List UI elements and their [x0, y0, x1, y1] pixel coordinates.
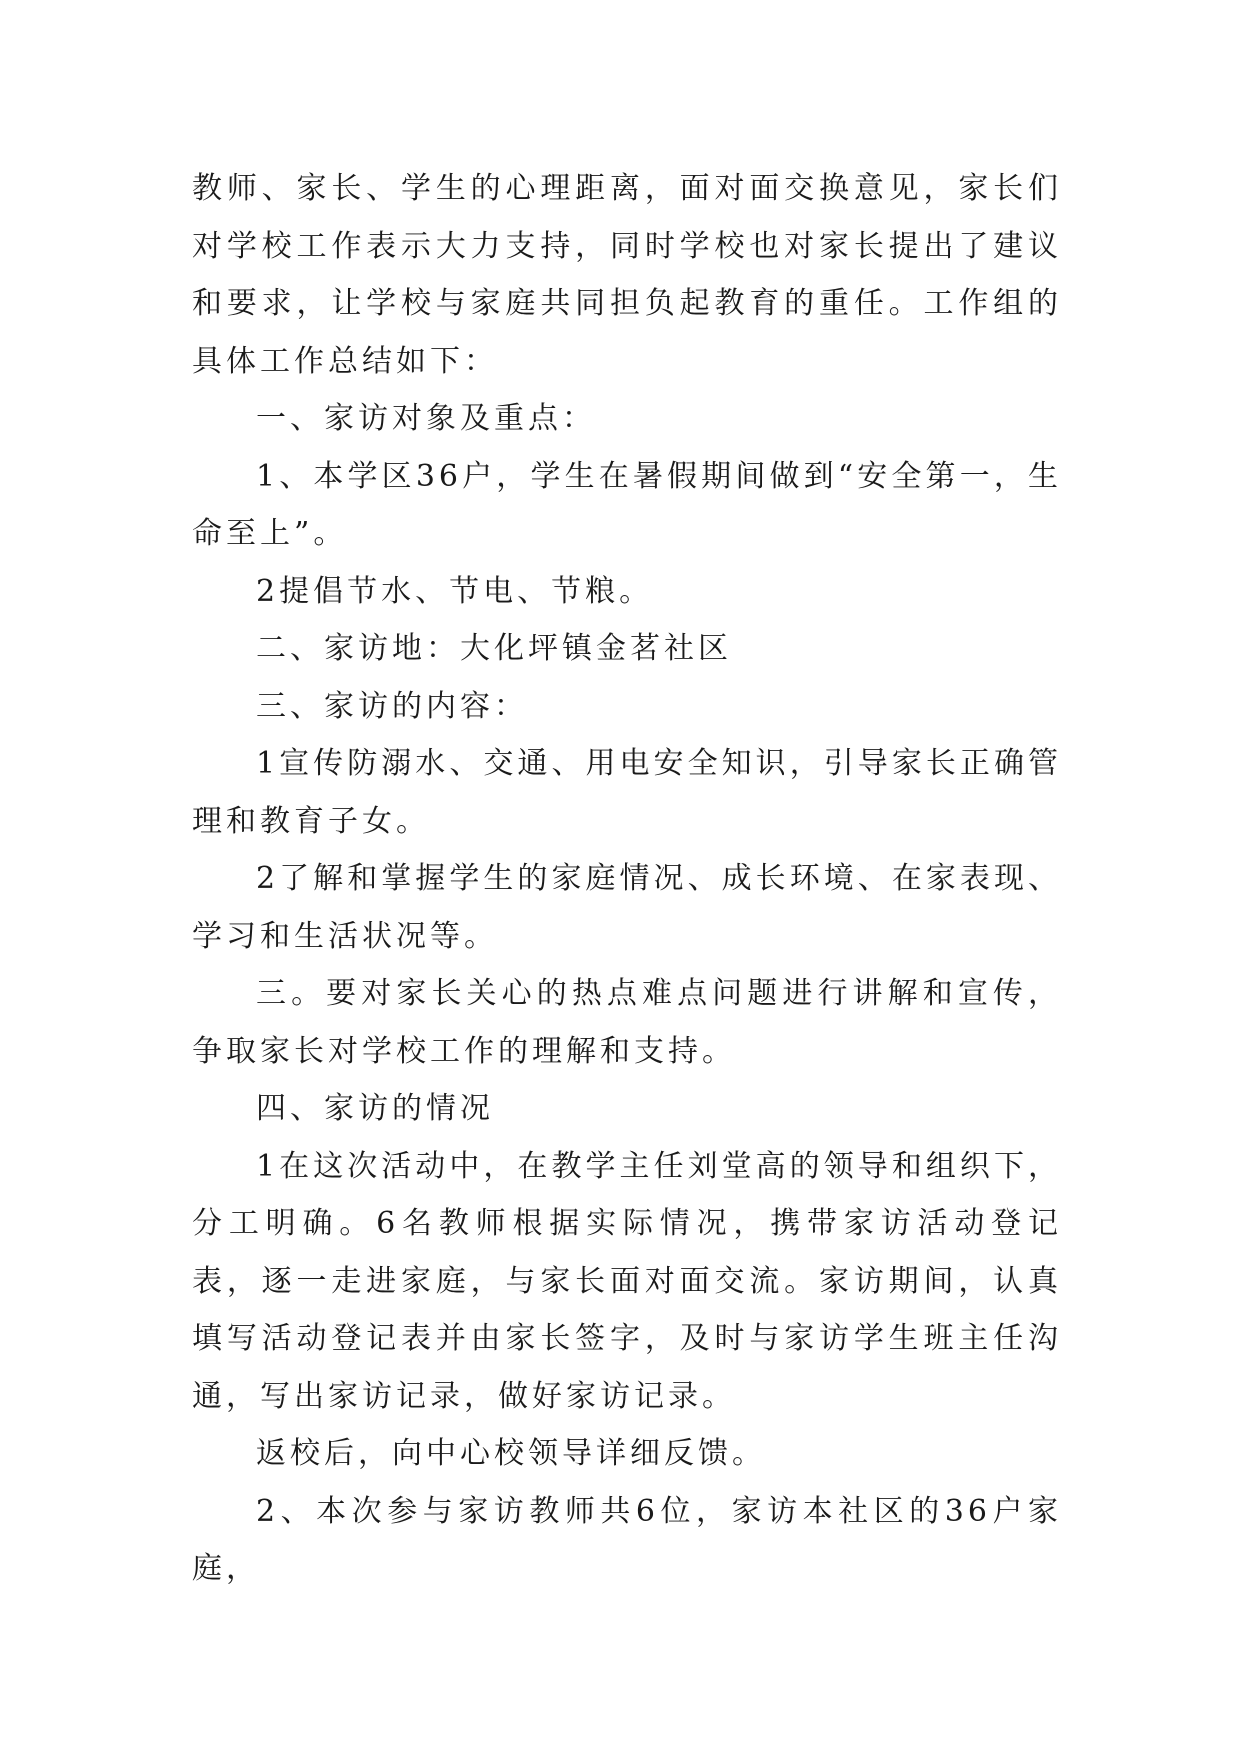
heading-visit-targets: 一、家访对象及重点： — [256, 401, 596, 436]
list-item-safety-knowledge: 1宣传防溺水、交通、用电安全知识，引导家长正确管理和教育子女。 — [192, 746, 1062, 839]
heading-visit-situation: 四、家访的情况 — [256, 1091, 494, 1126]
paragraph-intro: 教师、家长、学生的心理距离，面对面交换意见，家长们对学校工作表示大力支持，同时学校也对家长提出了建议和要求，让学校与家庭共同担负起教育的重任。工作组的具体工作总结如下： — [192, 171, 1062, 379]
paragraph-activity-details: 1在这次活动中，在教学主任刘堂高的领导和组织下，分工明确。6名教师根据实际情况，携带家访活动登记表，逐一走进家庭，与家长面对面交流。家访期间，认真填写活动登记表并由家长签字，及时与家访学生班主任沟通，写出家访记录，做好家访记录。 — [192, 1148, 1062, 1414]
document-body — [192, 160, 1062, 1598]
paragraph-feedback: 返校后，向中心校领导详细反馈。 — [256, 1436, 766, 1471]
list-item-save-resources: 2提倡节水、节电、节粮。 — [256, 573, 654, 609]
paragraph-participants: 2、本次参与家访教师共6位，家访本社区的36户家庭， — [192, 1493, 1062, 1586]
heading-visit-content: 三、家访的内容： — [256, 688, 528, 724]
heading-visit-location: 二、家访地：大化坪镇金茗社区 — [256, 631, 732, 666]
list-item-family-situation: 2了解和掌握学生的家庭情况、成长环境、在家表现、学习和生活状况等。 — [192, 861, 1062, 954]
list-item-hot-issues: 三。要对家长关心的热点难点问题进行讲解和宣传，争取家长对学校工作的理解和支持。 — [192, 976, 1062, 1069]
list-item-safety-first: 1、本学区36户，学生在暑假期间做到“安全第一，生命至上”。 — [192, 458, 1062, 551]
